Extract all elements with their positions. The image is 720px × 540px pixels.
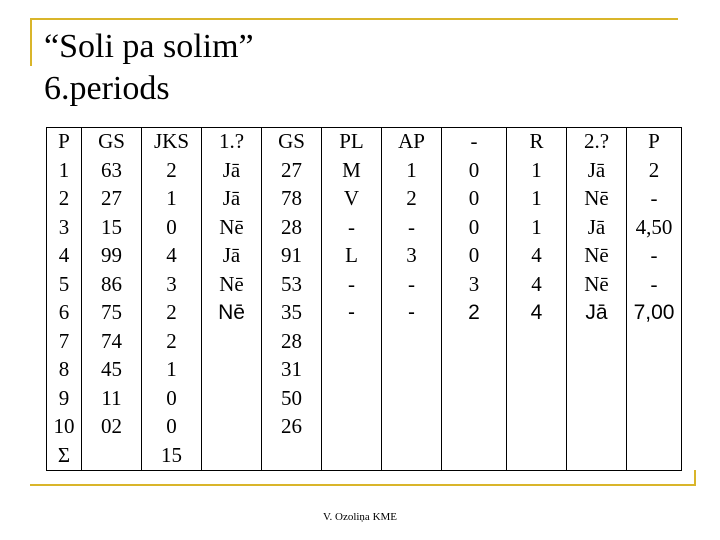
cell: - — [650, 243, 658, 267]
cell: 11 — [101, 385, 122, 410]
cell: Nē — [219, 214, 244, 239]
cell: 75 — [101, 300, 122, 324]
column-question-2 — [567, 128, 627, 471]
cell: 0 — [166, 214, 177, 239]
cell: 4 — [58, 243, 70, 267]
cell: 27 — [101, 186, 122, 210]
header-pl: PL — [339, 129, 364, 153]
cell: 1 — [166, 357, 177, 381]
cell: 10 — [53, 414, 75, 438]
footer-author: V. Ozoliņa KME — [322, 511, 398, 523]
cell: 9 — [58, 385, 70, 410]
cell: 3 — [166, 271, 177, 296]
cell: Nē — [584, 186, 609, 210]
cell: 63 — [101, 157, 122, 182]
cell: 7,00 — [633, 301, 675, 324]
cell: 8 — [58, 357, 70, 381]
cell: Nē — [584, 243, 609, 267]
column-gs — [82, 128, 142, 471]
header-jks: JKS — [153, 129, 190, 153]
cell: 27 — [281, 157, 302, 182]
cell: 1 — [531, 214, 542, 239]
cell: 1 — [531, 157, 542, 182]
cell: Jā — [587, 214, 606, 239]
cell: - — [408, 214, 415, 239]
slide-title — [44, 26, 254, 110]
cell: 28 — [281, 328, 302, 353]
title-line-1: “Soli pa solim” — [44, 28, 254, 65]
cell: 1 — [406, 157, 417, 182]
cell: Nē — [584, 271, 609, 296]
frame-right-line — [694, 470, 696, 486]
header-ap: AP — [398, 129, 425, 153]
cell: Nē — [218, 301, 245, 324]
cell: 7 — [58, 328, 70, 353]
column-pl — [322, 128, 382, 471]
header-p-2: P — [648, 129, 660, 153]
cell: 4,50 — [635, 214, 673, 239]
cell: Nē — [219, 271, 244, 296]
cell: Jā — [222, 186, 241, 210]
cell: M — [342, 157, 361, 182]
cell: 50 — [281, 385, 302, 410]
header-gs: GS — [98, 129, 125, 153]
cell: 4 — [530, 301, 543, 324]
cell: Jā — [587, 157, 606, 182]
header-gs-2: GS — [278, 129, 305, 153]
cell: 35 — [281, 300, 302, 324]
column-ap — [382, 128, 442, 471]
header-question-2: 2.? — [583, 129, 610, 153]
cell: Jā — [585, 301, 608, 324]
cell: 15 — [101, 214, 122, 239]
cell: 2 — [166, 328, 177, 353]
cell: 2 — [468, 301, 480, 324]
cell: 0 — [468, 186, 480, 210]
frame-bottom-line — [30, 484, 696, 486]
cell: 3 — [406, 243, 417, 267]
cell: - — [348, 214, 355, 239]
frame-top-line — [30, 18, 678, 20]
cell: - — [650, 186, 658, 210]
cell: 74 — [101, 328, 122, 353]
cell: - — [408, 301, 415, 324]
column-jks — [142, 128, 202, 471]
cell: Jā — [222, 243, 241, 267]
cell: 2 — [648, 157, 660, 182]
column-r — [507, 128, 567, 471]
cell: 0 — [166, 414, 177, 438]
cell: V — [343, 186, 360, 210]
cell: 1 — [531, 186, 542, 210]
cell: 91 — [281, 243, 302, 267]
sum-symbol: Σ — [57, 442, 71, 467]
header-dash: - — [470, 129, 478, 153]
cell: L — [345, 243, 358, 267]
header-r: R — [529, 129, 544, 153]
title-line-2: 6.periods — [44, 70, 170, 107]
cell: 0 — [468, 157, 480, 182]
cell: 0 — [468, 243, 480, 267]
cell: 53 — [281, 271, 302, 296]
cell: 28 — [281, 214, 302, 239]
cell: 78 — [281, 186, 302, 210]
frame-left-line — [30, 18, 32, 66]
cell: Jā — [222, 157, 241, 182]
column-dash — [442, 128, 507, 471]
cell: 2 — [406, 186, 417, 210]
cell: - — [408, 271, 415, 296]
cell: 6 — [58, 300, 70, 324]
cell: 31 — [281, 357, 302, 381]
cell: 3 — [468, 271, 480, 296]
cell: 02 — [101, 414, 122, 438]
cell: 0 — [166, 385, 177, 410]
cell: 99 — [101, 243, 122, 267]
sum-value: 15 — [161, 442, 182, 467]
cell: 5 — [58, 271, 70, 296]
cell: 4 — [166, 243, 177, 267]
cell: 1 — [166, 186, 177, 210]
cell: 4 — [531, 271, 542, 296]
cell: - — [650, 271, 658, 296]
cell: 26 — [281, 414, 302, 438]
cell: 4 — [531, 243, 542, 267]
column-p-2 — [627, 128, 682, 471]
cell: 2 — [166, 300, 177, 324]
cell: - — [348, 271, 355, 296]
cell: 86 — [101, 271, 122, 296]
cell: 3 — [58, 214, 70, 239]
results-table — [46, 127, 682, 471]
cell: 45 — [101, 357, 122, 381]
header-p: P — [58, 129, 70, 153]
header-question-1: 1.? — [218, 129, 245, 153]
column-gs-2 — [262, 128, 322, 471]
cell: - — [348, 301, 355, 324]
cell: 1 — [58, 157, 70, 182]
cell: 0 — [468, 214, 480, 239]
cell: 2 — [58, 186, 70, 210]
cell: 2 — [166, 157, 177, 182]
column-question-1 — [202, 128, 262, 471]
column-p — [47, 128, 82, 471]
